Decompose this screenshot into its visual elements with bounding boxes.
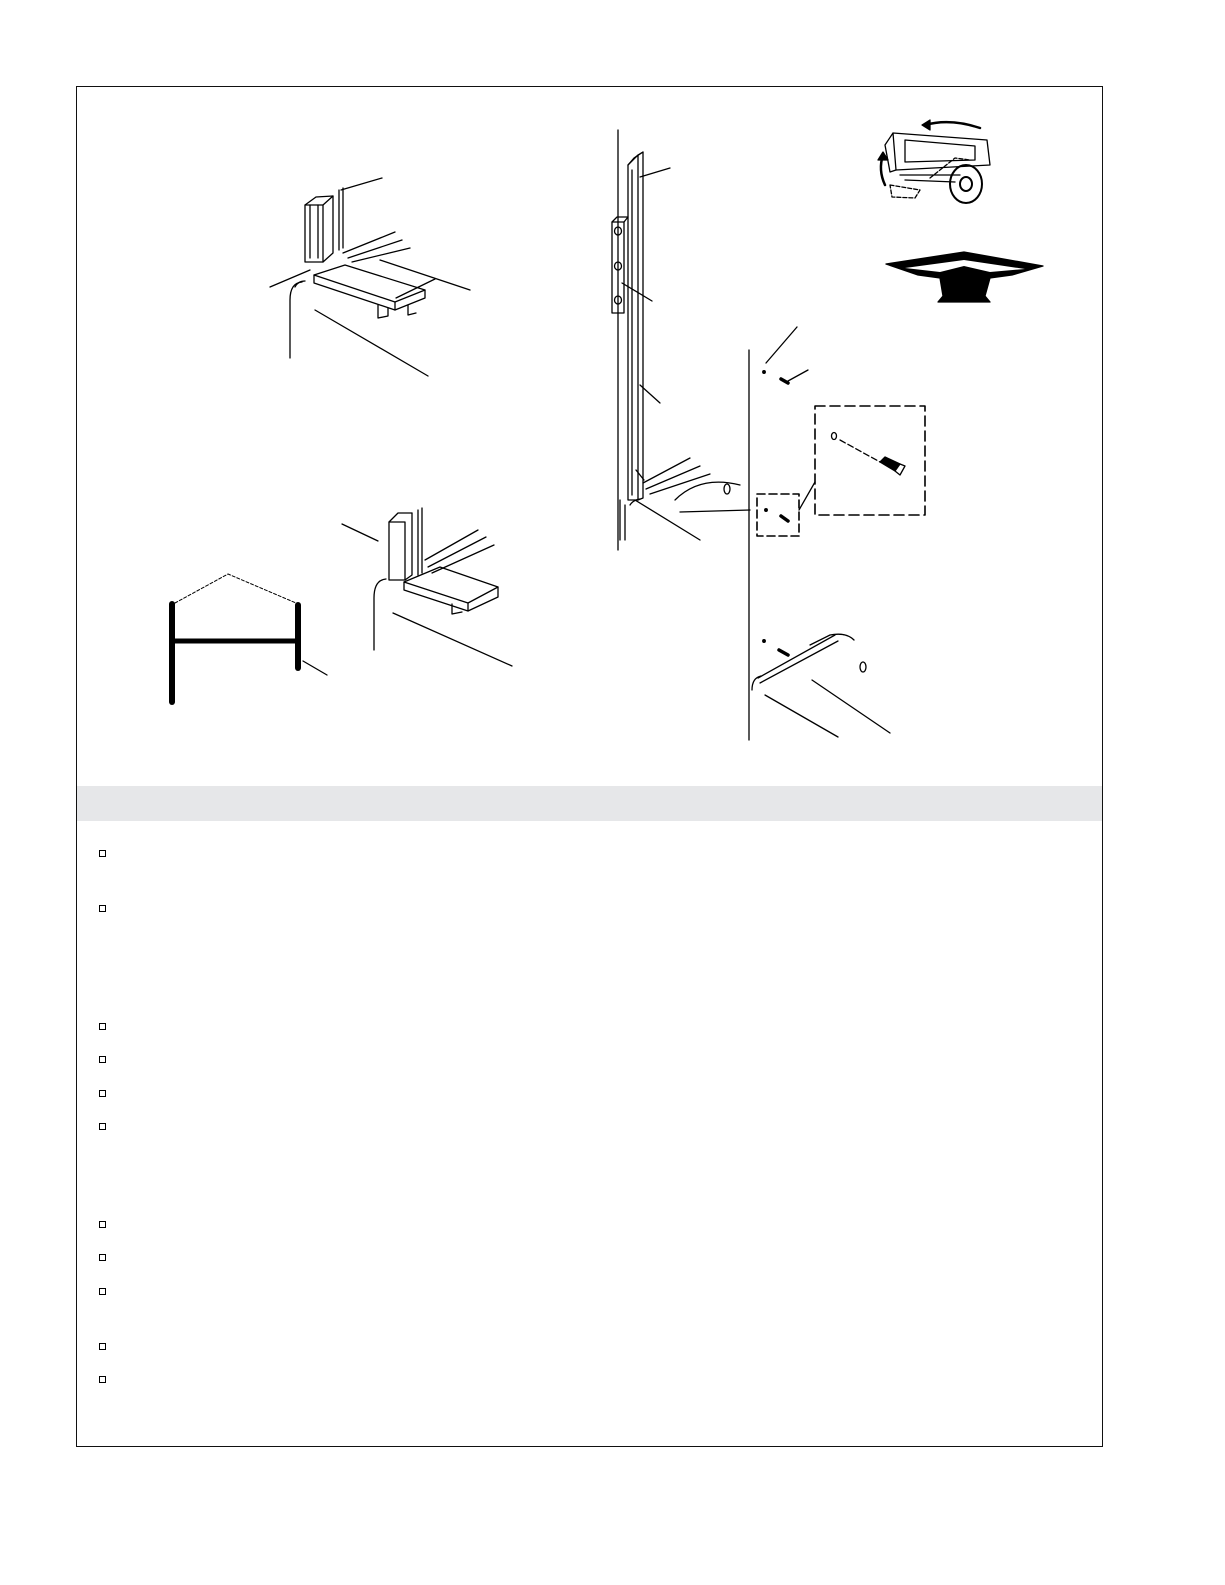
illustration-wall-anchors [749, 327, 925, 740]
illustration-wall-jamb [612, 130, 750, 550]
step-checkbox-5[interactable] [99, 1090, 106, 1097]
installation-illustrations [0, 0, 1225, 780]
illustration-t-seal-profile [886, 252, 1043, 302]
illustration-corner-jamb [342, 508, 512, 666]
step-checkbox-7[interactable] [99, 1221, 106, 1228]
step-checkbox-2[interactable] [99, 905, 106, 912]
step-checkbox-10[interactable] [99, 1343, 106, 1350]
illustration-anchor-rotation [878, 120, 990, 203]
step-checkbox-4[interactable] [99, 1056, 106, 1063]
step-checkbox-11[interactable] [99, 1376, 106, 1383]
illustration-jamb-alignment [270, 178, 470, 376]
step-checkbox-1[interactable] [99, 850, 106, 857]
section-header-band [77, 786, 1102, 821]
step-checkbox-9[interactable] [99, 1288, 106, 1295]
illustration-h-gasket [172, 574, 327, 702]
step-checkbox-6[interactable] [99, 1123, 106, 1130]
step-checkbox-3[interactable] [99, 1023, 106, 1030]
step-checkbox-8[interactable] [99, 1254, 106, 1261]
